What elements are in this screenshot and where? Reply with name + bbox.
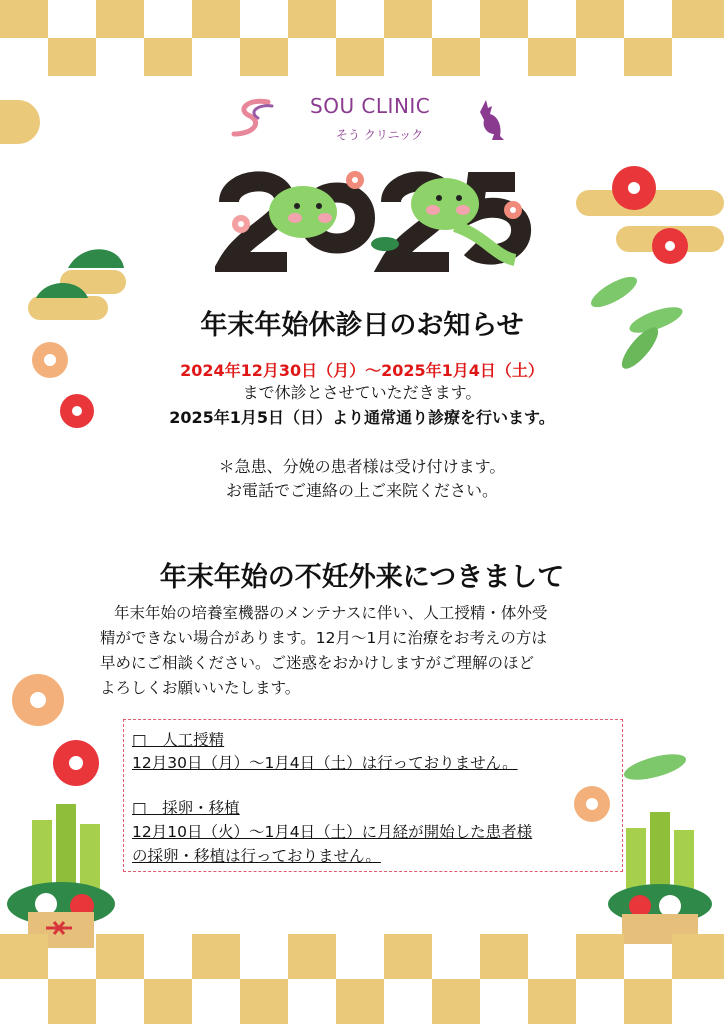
checker-border-top	[0, 0, 724, 78]
infertility-paragraph	[100, 601, 640, 701]
clinic-name-en: SOU CLINIC	[310, 94, 431, 118]
item-text-iui: 12月30日（月）～1月4日（土）は行っておりません。	[132, 754, 518, 772]
paragraph-line: 精ができない場合があります。12月～1月に治療をお考えの方は	[100, 629, 547, 647]
year-2025-graphic	[215, 160, 535, 272]
infertility-title: 年末年始の不妊外来につきまして	[159, 562, 565, 593]
closure-notice-title: 年末年始休診日のお知らせ	[200, 310, 524, 341]
ume-flower-icon	[8, 672, 68, 728]
resume-text: 2025年1月5日（日）より通常通り診療を行います。	[169, 408, 555, 427]
gold-cloud-left-top	[0, 100, 40, 144]
emergency-line-1: ＊急患、分娩の患者様は受け付けます。	[218, 457, 506, 476]
paragraph-line: 年末年始の培養室機器のメンテナスに伴い、人工授精・体外受	[114, 604, 548, 622]
gold-cloud-right	[576, 164, 724, 264]
service-suspension-box	[123, 719, 623, 872]
checker-border-bottom	[0, 934, 724, 1024]
ume-flower-icon	[50, 738, 102, 788]
item-text-retrieval-2: の採卵・移植は行っておりません。	[132, 847, 381, 865]
paragraph-line: 早めにご相談ください。ご迷惑をおかけしますがご理解のほど	[100, 654, 535, 672]
item-heading-retrieval: □ 採卵・移植	[132, 799, 240, 817]
clinic-name-jp: そう クリニック	[336, 128, 424, 142]
paragraph-line: よろしくお願いいたします。	[100, 679, 301, 697]
bamboo-leaves-icon	[620, 742, 690, 792]
closed-text: まで休診とさせていただきます。	[242, 383, 482, 402]
closed-period: 2024年12月30日（月）～2025年1月4日（土）	[180, 361, 544, 380]
kangaroo-icon	[470, 96, 510, 142]
emergency-line-2: お電話でご連絡の上ご来院ください。	[225, 481, 498, 500]
clinic-logo-icon	[228, 96, 278, 140]
item-text-retrieval-1: 12月10日（火）～1月4日（土）に月経が開始した患者様	[132, 823, 533, 841]
item-heading-iui: □ 人工授精	[132, 731, 225, 749]
